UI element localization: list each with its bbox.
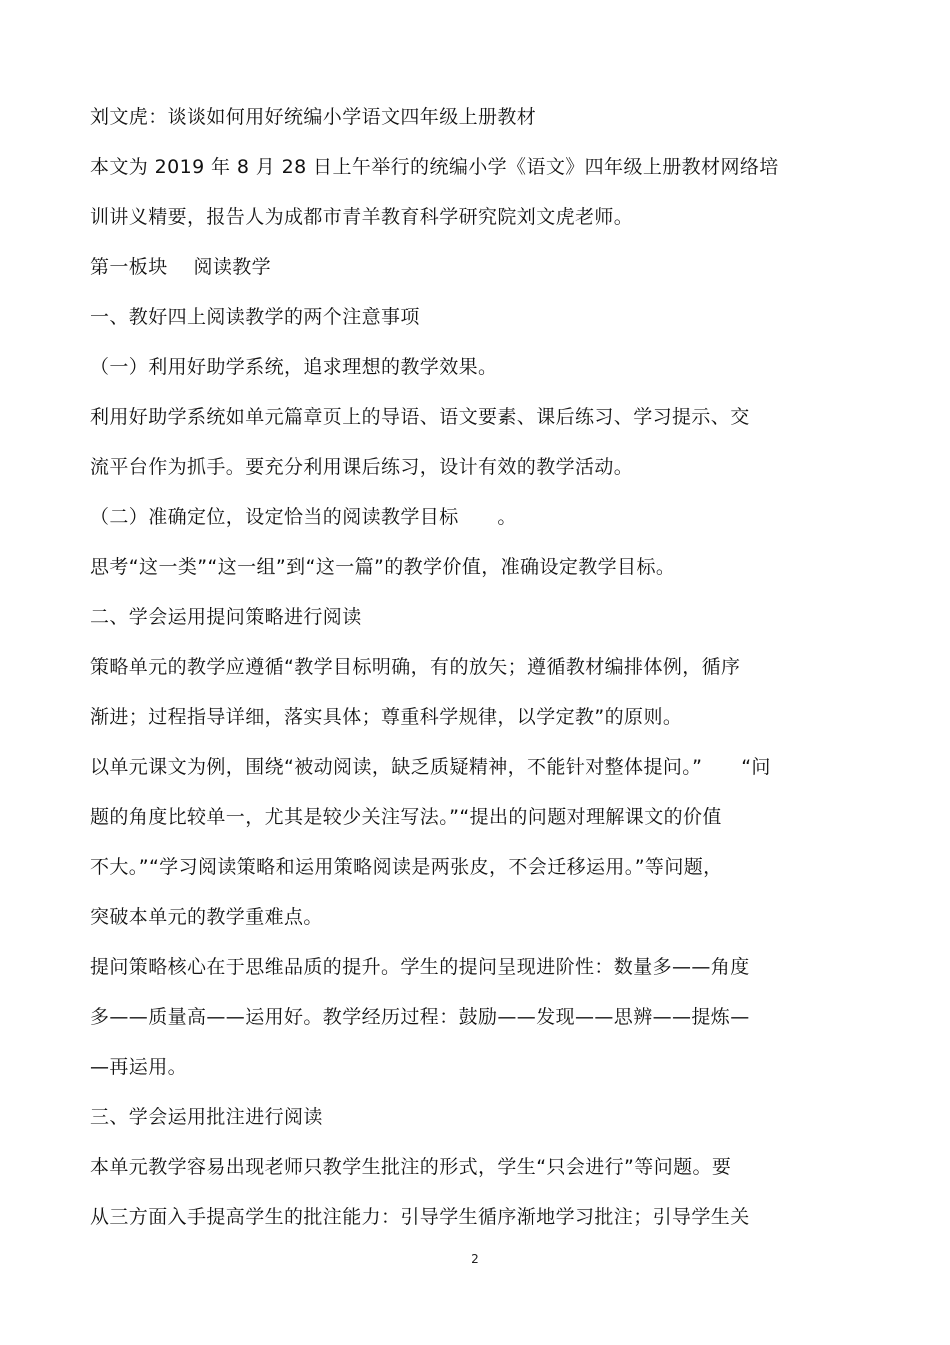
- paragraph-line: 利用好助学系统如单元篇章页上的导语、语文要素、课后练习、学习提示、交: [90, 406, 750, 428]
- paragraph-line: 策略单元的教学应遵循“教学目标明确，有的放矢；遵循教材编排体例，循序: [90, 656, 741, 678]
- paragraph-line: 渐进；过程指导详细，落实具体；尊重科学规律，以学定教”的原则。: [90, 706, 683, 728]
- paragraph-line: 训讲义精要，报告人为成都市青羊教育科学研究院刘文虎老师。: [90, 206, 634, 228]
- paragraph-line: 提问策略核心在于思维品质的提升。学生的提问呈现进阶性：数量多——角度: [90, 956, 750, 978]
- paragraph-line: 多——质量高——运用好。教学经历过程：鼓励——发现——思辨——提炼—: [90, 1006, 750, 1028]
- subsection-heading: （一）利用好助学系统，追求理想的教学效果。: [90, 356, 498, 378]
- paragraph-line: 思考“这一类”“这一组”到“这一篇”的教学价值，准确设定教学目标。: [90, 556, 676, 578]
- paragraph-line: 不大。”“学习阅读策略和运用策略阅读是两张皮，不会迁移运用。”等问题，: [90, 856, 723, 878]
- subsection-heading: 二、学会运用提问策略进行阅读: [90, 606, 362, 628]
- paragraph-line: 从三方面入手提高学生的批注能力：引导学生循序渐地学习批注；引导学生关: [90, 1206, 750, 1228]
- subsection-heading: （二）准确定位，设定恰当的阅读教学目标 。: [90, 506, 517, 528]
- page-number: 2: [471, 1252, 479, 1266]
- section-heading: 第一板块 阅读教学: [90, 256, 272, 278]
- paragraph-line: 本文为 2019 年 8 月 28 日上午举行的统编小学《语文》四年级上册教材网络培: [90, 156, 779, 178]
- subsection-heading: 一、教好四上阅读教学的两个注意事项: [90, 306, 420, 328]
- paragraph-line: 本单元教学容易出现老师只教学生批注的形式，学生“只会进行”等问题。要: [90, 1156, 732, 1178]
- paragraph-line: 突破本单元的教学重难点。: [90, 906, 323, 928]
- paragraph-line: 题的角度比较单一，尤其是较少关注写法。”“提出的问题对理解课文的价值: [90, 806, 722, 828]
- paragraph-line: 流平台作为抓手。要充分利用课后练习，设计有效的教学活动。: [90, 456, 634, 478]
- paragraph-line: 以单元课文为例，围绕“被动阅读，缺乏质疑精神，不能针对整体提问。” “问: [90, 756, 771, 778]
- document-title: 刘文虎：谈谈如何用好统编小学语文四年级上册教材: [90, 106, 537, 128]
- subsection-heading: 三、学会运用批注进行阅读: [90, 1106, 323, 1128]
- paragraph-line: —再运用。: [90, 1056, 188, 1078]
